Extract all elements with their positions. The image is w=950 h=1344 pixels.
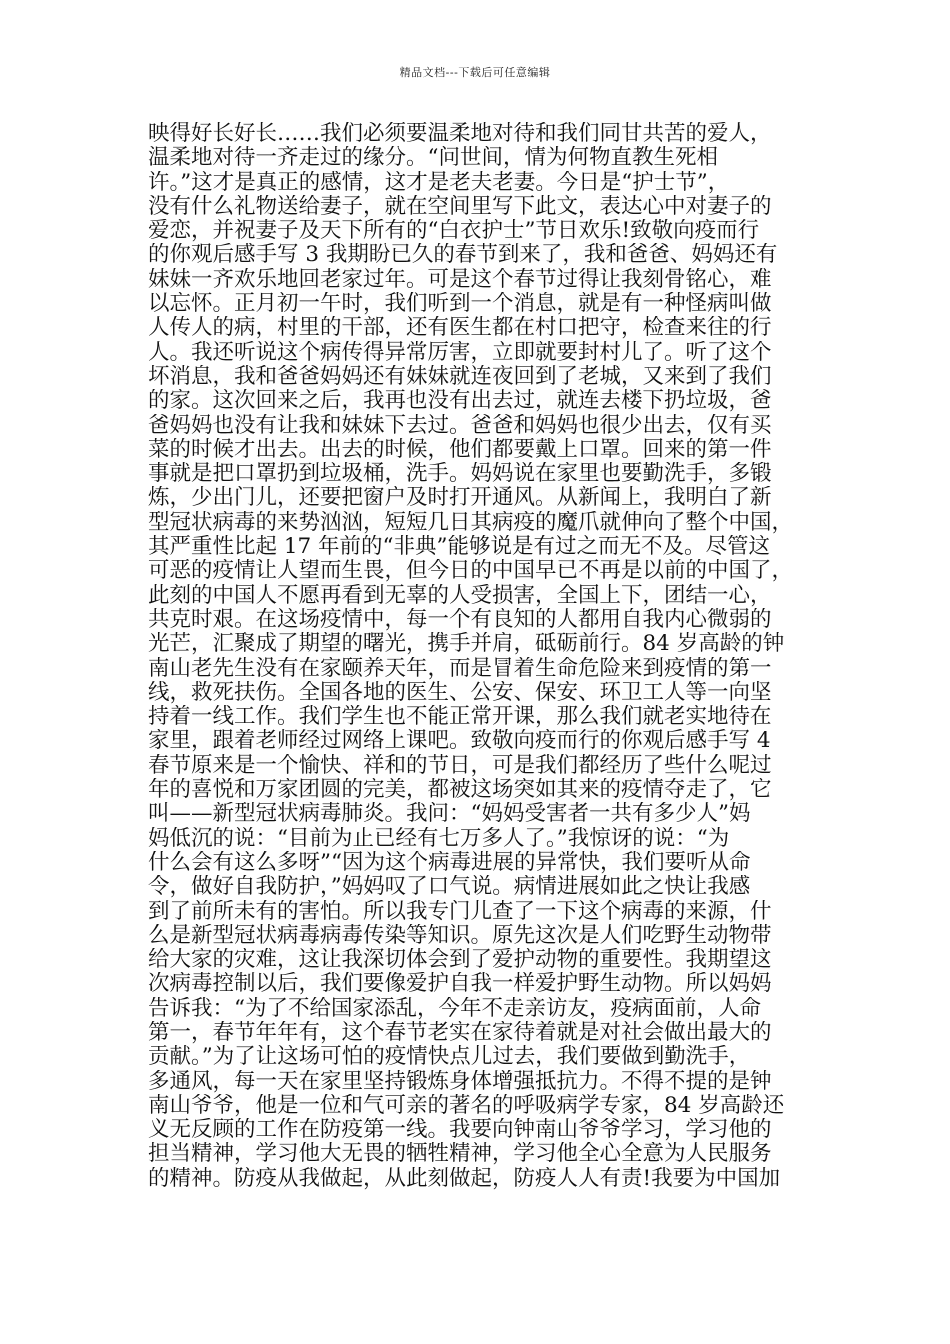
text-line: 叫——新型冠状病毒肺炎。我问：“妈妈受害者一共有多少人”妈 xyxy=(148,802,751,827)
text-line: 的家。这次回来之后，我再也没有出去过，就连去楼下扔垃圾，爸 xyxy=(148,389,772,414)
text-line: 的精神。防疫从我做起，从此刻做起，防疫人人有责!我要为中国加 xyxy=(148,1166,781,1191)
text-line: 爸妈妈也没有让我和妹妹下去过。爸爸和妈妈也很少出去，仅有买 xyxy=(148,413,772,438)
text-line: 可恶的疫情让人望而生畏，但今日的中国早已不再是以前的中国了， xyxy=(148,559,794,584)
text-line: 炼，少出门儿，还要把窗户及时打开通风。从新闻上，我明白了新 xyxy=(148,486,772,511)
text-line: 到了前所未有的害怕。所以我专门儿查了一下这个病毒的来源，什 xyxy=(148,899,772,924)
text-line: 给大家的灾难，这让我深切体会到了爱护动物的重要性。我期望这 xyxy=(148,948,772,973)
text-line: 第一，春节年年有，这个春节老实在家待着就是对社会做出最大的 xyxy=(148,1020,772,1045)
text-line: 其严重性比起 17 年前的“非典”能够说是有过之而无不及。尽管这 xyxy=(148,535,771,560)
text-line: 令，做好自我防护，”妈妈叹了口气说。病情进展如此之快让我感 xyxy=(148,875,751,900)
text-line: 义无反顾的工作在防疫第一线。我要向钟南山爷爷学习，学习他的 xyxy=(148,1118,772,1143)
text-line: 事就是把口罩扔到垃圾桶，洗手。妈妈说在家里也要勤洗手，多锻 xyxy=(148,462,772,487)
text-line: 妹妹一齐欢乐地回老家过年。可是这个春节过得让我刻骨铭心，难 xyxy=(148,267,772,292)
text-line: 共克时艰。在这场疫情中，每一个有良知的人都用自我内心微弱的 xyxy=(148,607,772,632)
text-line: 以忘怀。正月初一午时，我们听到一个消息，就是有一种怪病叫做 xyxy=(148,292,772,317)
text-line: 告诉我：“为了不给国家添乱，今年不走亲访友，疫病面前，人命 xyxy=(148,996,761,1021)
text-line: 春节原来是一个愉快、祥和的节日，可是我们都经历了些什么呢过 xyxy=(148,753,772,778)
text-line: 么是新型冠状病毒病毒传染等知识。原先这次是人们吃野生动物带 xyxy=(148,923,772,948)
text-line: 没有什么礼物送给妻子，就在空间里写下此文，表达心中对妻子的 xyxy=(148,194,772,219)
text-line: 爱恋，并祝妻子及天下所有的“白衣护士”节日欢乐!致敬向疫而行 xyxy=(148,219,760,244)
text-line: 南山老先生没有在家颐养天年，而是冒着生命危险来到疫情的第一 xyxy=(148,656,772,681)
text-line: 线，救死扶伤。全国各地的医生、公安、保安、环卫工人等一向坚 xyxy=(148,680,772,705)
text-line: 型冠状病毒的来势汹汹，短短几日其病疫的魔爪就伸向了整个中国， xyxy=(148,510,794,535)
text-line: 妈低沉的说：“目前为止已经有七万多人了。”我惊讶的说：“为 xyxy=(148,826,730,851)
text-line: 人。我还听说这个病传得异常厉害，立即就要封村儿了。听了这个 xyxy=(148,340,772,365)
text-line: 持着一线工作。我们学生也不能正常开课，那么我们就老实地待在 xyxy=(148,705,772,730)
text-line: 贡献。”为了让这场可怕的疫情快点儿过去，我们要做到勤洗手， xyxy=(148,1045,751,1070)
text-line: 映得好长好长……我们必须要温柔地对待和我们同甘共苦的爱人， xyxy=(148,122,772,146)
text-line: 菜的时候才出去。出去的时候，他们都要戴上口罩。回来的第一件 xyxy=(148,437,772,462)
text-line: 许。”这才是真正的感情，这才是老夫老妻。今日是“护士节”， xyxy=(148,170,730,195)
text-line: 人传人的病，村里的干部，还有医生都在村口把守，检查来往的行 xyxy=(148,316,772,341)
text-line: 多通风，每一天在家里坚持锻炼身体增强抵抗力。不得不提的是钟 xyxy=(148,1069,772,1094)
body-text xyxy=(148,122,818,1191)
text-line: 此刻的中国人不愿再看到无辜的人受损害，全国上下，团结一心， xyxy=(148,583,772,608)
text-line: 坏消息，我和爸爸妈妈还有妹妹就连夜回到了老城，又来到了我们 xyxy=(148,364,772,389)
text-line: 家里，跟着老师经过网络上课吧。致敬向疫而行的你观后感手写 4 xyxy=(148,729,771,754)
text-line: 年的喜悦和万家团圆的完美，都被这场突如其来的疫情夺走了，它 xyxy=(148,778,772,803)
text-line: 温柔地对待一齐走过的缘分。“问世间，情为何物直教生死相 xyxy=(148,146,718,171)
text-line: 南山爷爷，他是一位和气可亲的著名的呼吸病学专家，84 岁高龄还 xyxy=(148,1093,785,1118)
text-line: 次病毒控制以后，我们要像爱护自我一样爱护野生动物。所以妈妈 xyxy=(148,972,772,997)
text-line: 光芒，汇聚成了期望的曙光，携手并肩，砥砺前行。84 岁高龄的钟 xyxy=(148,632,785,657)
text-line: 的你观后感手写 3 我期盼已久的春节到来了，我和爸爸、妈妈还有 xyxy=(148,243,778,268)
text-line: 担当精神，学习他大无畏的牺牲精神，学习他全心全意为人民服务 xyxy=(148,1142,772,1167)
text-line: 什么会有这么多呀”“因为这个病毒进展的异常快，我们要听从命 xyxy=(148,850,751,875)
page-header: 精品文档---下载后可任意编辑 xyxy=(399,66,551,79)
